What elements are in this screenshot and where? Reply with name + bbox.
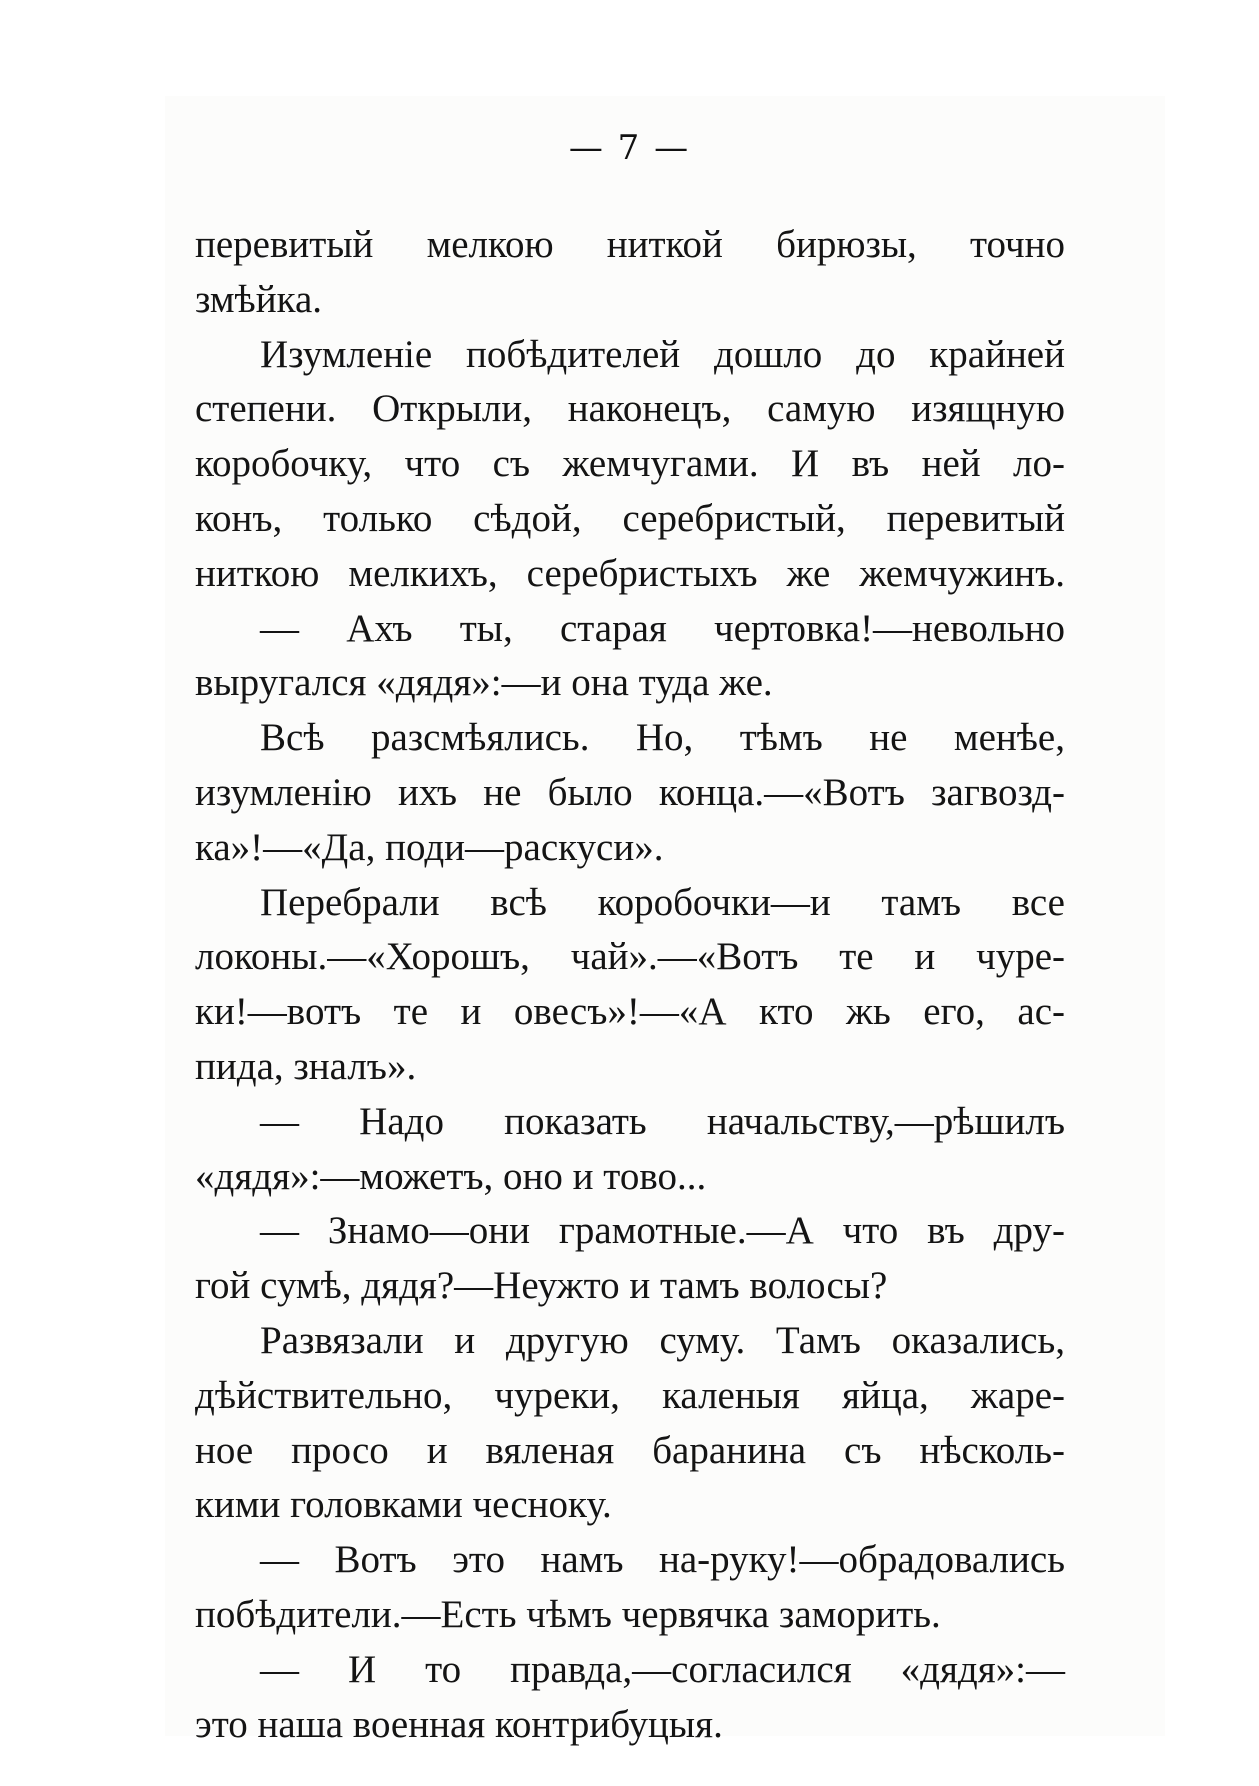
text-line: это наша военная контрибуцыя. [195,1702,723,1746]
text-line: — И то правда,—согласился «дядя»:— [260,1647,1065,1691]
text-line: ное просо и вяленая баранина съ нѣсколь- [195,1428,1065,1472]
text-line: — Вотъ это намъ на-руку!—обрадовались [260,1538,1065,1582]
text-line: ка»!—«Да, поди—раскуси». [195,825,664,869]
text-line: кими головками чесноку. [195,1483,612,1527]
text-line: дѣйствительно, чуреки, каленыя яйца, жаре- [195,1373,1065,1417]
text-line: побѣдители.—Есть чѣмъ червячка заморить. [195,1592,941,1636]
text-line: коробочку, что съ жемчугами. И въ ней ло- [195,442,1065,486]
text-line: Всѣ разсмѣялись. Но, тѣмъ не менѣе, [260,716,1065,760]
text-line: конъ, только сѣдой, серебристый, перевитый [195,496,1065,540]
text-line: изумленію ихъ не было конца.—«Вотъ загвозд- [195,770,1065,814]
text-line: Развязали и другую суму. Тамъ оказались, [260,1318,1065,1362]
text-line: ки!—вотъ те и овесъ»!—«А кто жь его, ас- [195,990,1065,1034]
text-line: Перебрали всѣ коробочки—и тамъ все [260,880,1065,924]
text-line: Изумленіе побѣдителей дошло до крайней [260,332,1065,376]
body-text [195,218,1065,1752]
text-line: перевитый мелкою ниткой бирюзы, точно [195,223,1065,266]
text-line: — Знамо—они грамотные.—А что въ дру- [260,1209,1065,1253]
text-line: ниткою мелкихъ, серебристыхъ же жемчужинъ. [195,551,1065,595]
page-number: — 7 — [568,128,691,168]
text-line: змѣйка. [195,277,322,321]
text-line: пида, зналъ». [195,1044,417,1088]
text-line: выругался «дядя»:—и она туда же. [195,661,773,705]
text-line: «дядя»:—можетъ, оно и тово... [195,1154,707,1198]
text-line: гой сумѣ, дядя?—Неужто и тамъ волосы? [195,1264,888,1308]
text-line: локоны.—«Хорошъ, чай».—«Вотъ те и чуре- [195,935,1065,979]
text-line: степени. Открыли, наконецъ, самую изящную [195,387,1065,431]
text-line: — Надо показать начальству,—рѣшилъ [260,1099,1065,1143]
text-line: — Ахъ ты, старая чертовка!—невольно [260,606,1065,650]
